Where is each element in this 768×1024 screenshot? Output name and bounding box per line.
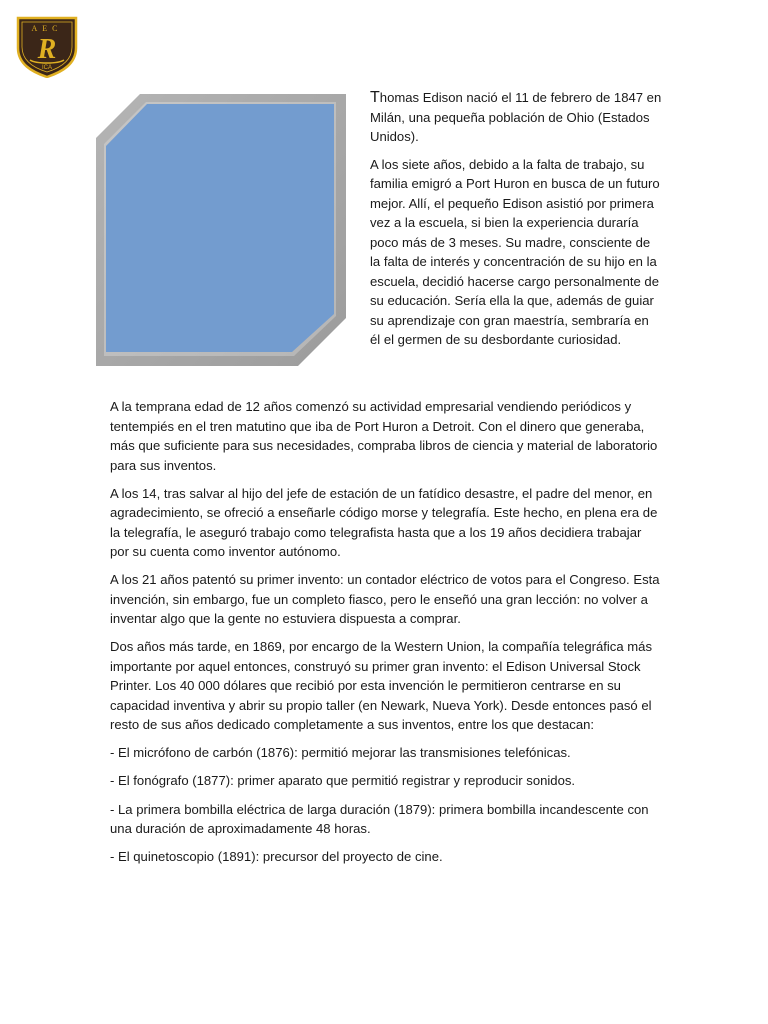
paragraph-telegraphy: A los 14, tras salvar al hijo del jefe de estación de un fatídico desastre, el padre del menor, en agradecimiento, se ofreció a enseñarle código morse y telegrafía. Este hecho, en plena era de la telegrafía, le aseguró trabajo como telegrafista hasta que a los 19 años decidiera trabajar por su cuenta como inventor autónomo. xyxy=(110,485,658,560)
paragraph-early-business: A la temprana edad de 12 años comenzó su actividad empresarial vendiendo periódicos y tentempiés en el tren matutino que iba de Port Huron a Detroit. Con el dinero que generaba, más que suficiente para sus necesidades, compraba libros de ciencia y material de laboratorio para sus inventos. xyxy=(110,399,658,473)
list-item-phonograph: - El fonógrafo (1877): primer aparato que permitió registrar y reproducir sonidos. xyxy=(110,773,576,789)
intro-paragraph-2: A los siete años, debido a la falta de trabajo, su familia emigró a Port Huron en busca de un futuro mejor. Allí, el pequeño Edison asistió por primera vez a la escuela, si bien la experiencia duraría poco más de 3 meses. Su madre, consciente de la falta de interés y concentración de su hijo en la escuela, decidió hacerse cargo personalmente de su educación. Sería ella la que, además de guiar su aprendizaje con gran maestría, sembraría en él el germen de su desbordante curiosidad. xyxy=(370,156,660,347)
intro-paragraph-1-text: homas Edison nació el 11 de febrero de 1847 en Milán, una pequeña población de Ohio (Estados Unidos). xyxy=(370,90,662,144)
crest-caption: ICA xyxy=(41,65,53,71)
image-fill xyxy=(106,104,334,352)
shield-icon xyxy=(16,14,78,78)
crest-monogram: R xyxy=(37,34,57,65)
image-placeholder xyxy=(96,94,346,366)
drop-cap: T xyxy=(370,89,380,106)
paragraph-stock-printer: Dos años más tarde, en 1869, por encargo de la Western Union, la compañía telegráfica más importante por aquel entonces, construyó su primer gran invento: el Edison Universal Stock Printer. Los 40 000 dólares que recibió por esta invención le permitieron centrarse en su capacidad inventiva y abrir su propio taller (en Newark, Nueva York). Desde entonces pasó el resto de sus años dedicado completamente a sus inventos, entre los que destacan: xyxy=(110,639,652,733)
crest-letters: AEC xyxy=(31,24,63,33)
picture-frame xyxy=(96,94,346,366)
list-item-lightbulb: - La primera bombilla eléctrica de larga duración (1879): primera bombilla incandescente con una duración de aproximadamente 48 horas. xyxy=(110,801,649,837)
paragraph-first-patent: A los 21 años patentó su primer invento: un contador eléctrico de votos para el Congreso. Esta invención, sin embargo, fue un completo fiasco, pero le enseñó una gran lección: no volver a inventar algo que la gente no estuviera dispuesta a comprar. xyxy=(110,572,660,627)
intro-paragraph-1 xyxy=(370,88,662,147)
intro-column xyxy=(370,88,662,358)
school-crest-logo xyxy=(16,14,78,78)
list-item-kinetoscope: - El quinetoscopio (1891): precursor del proyecto de cine. xyxy=(110,849,443,865)
main-text xyxy=(110,397,662,875)
list-item-microphone: - El micrófono de carbón (1876): permitió mejorar las transmisiones telefónicas. xyxy=(110,745,571,761)
